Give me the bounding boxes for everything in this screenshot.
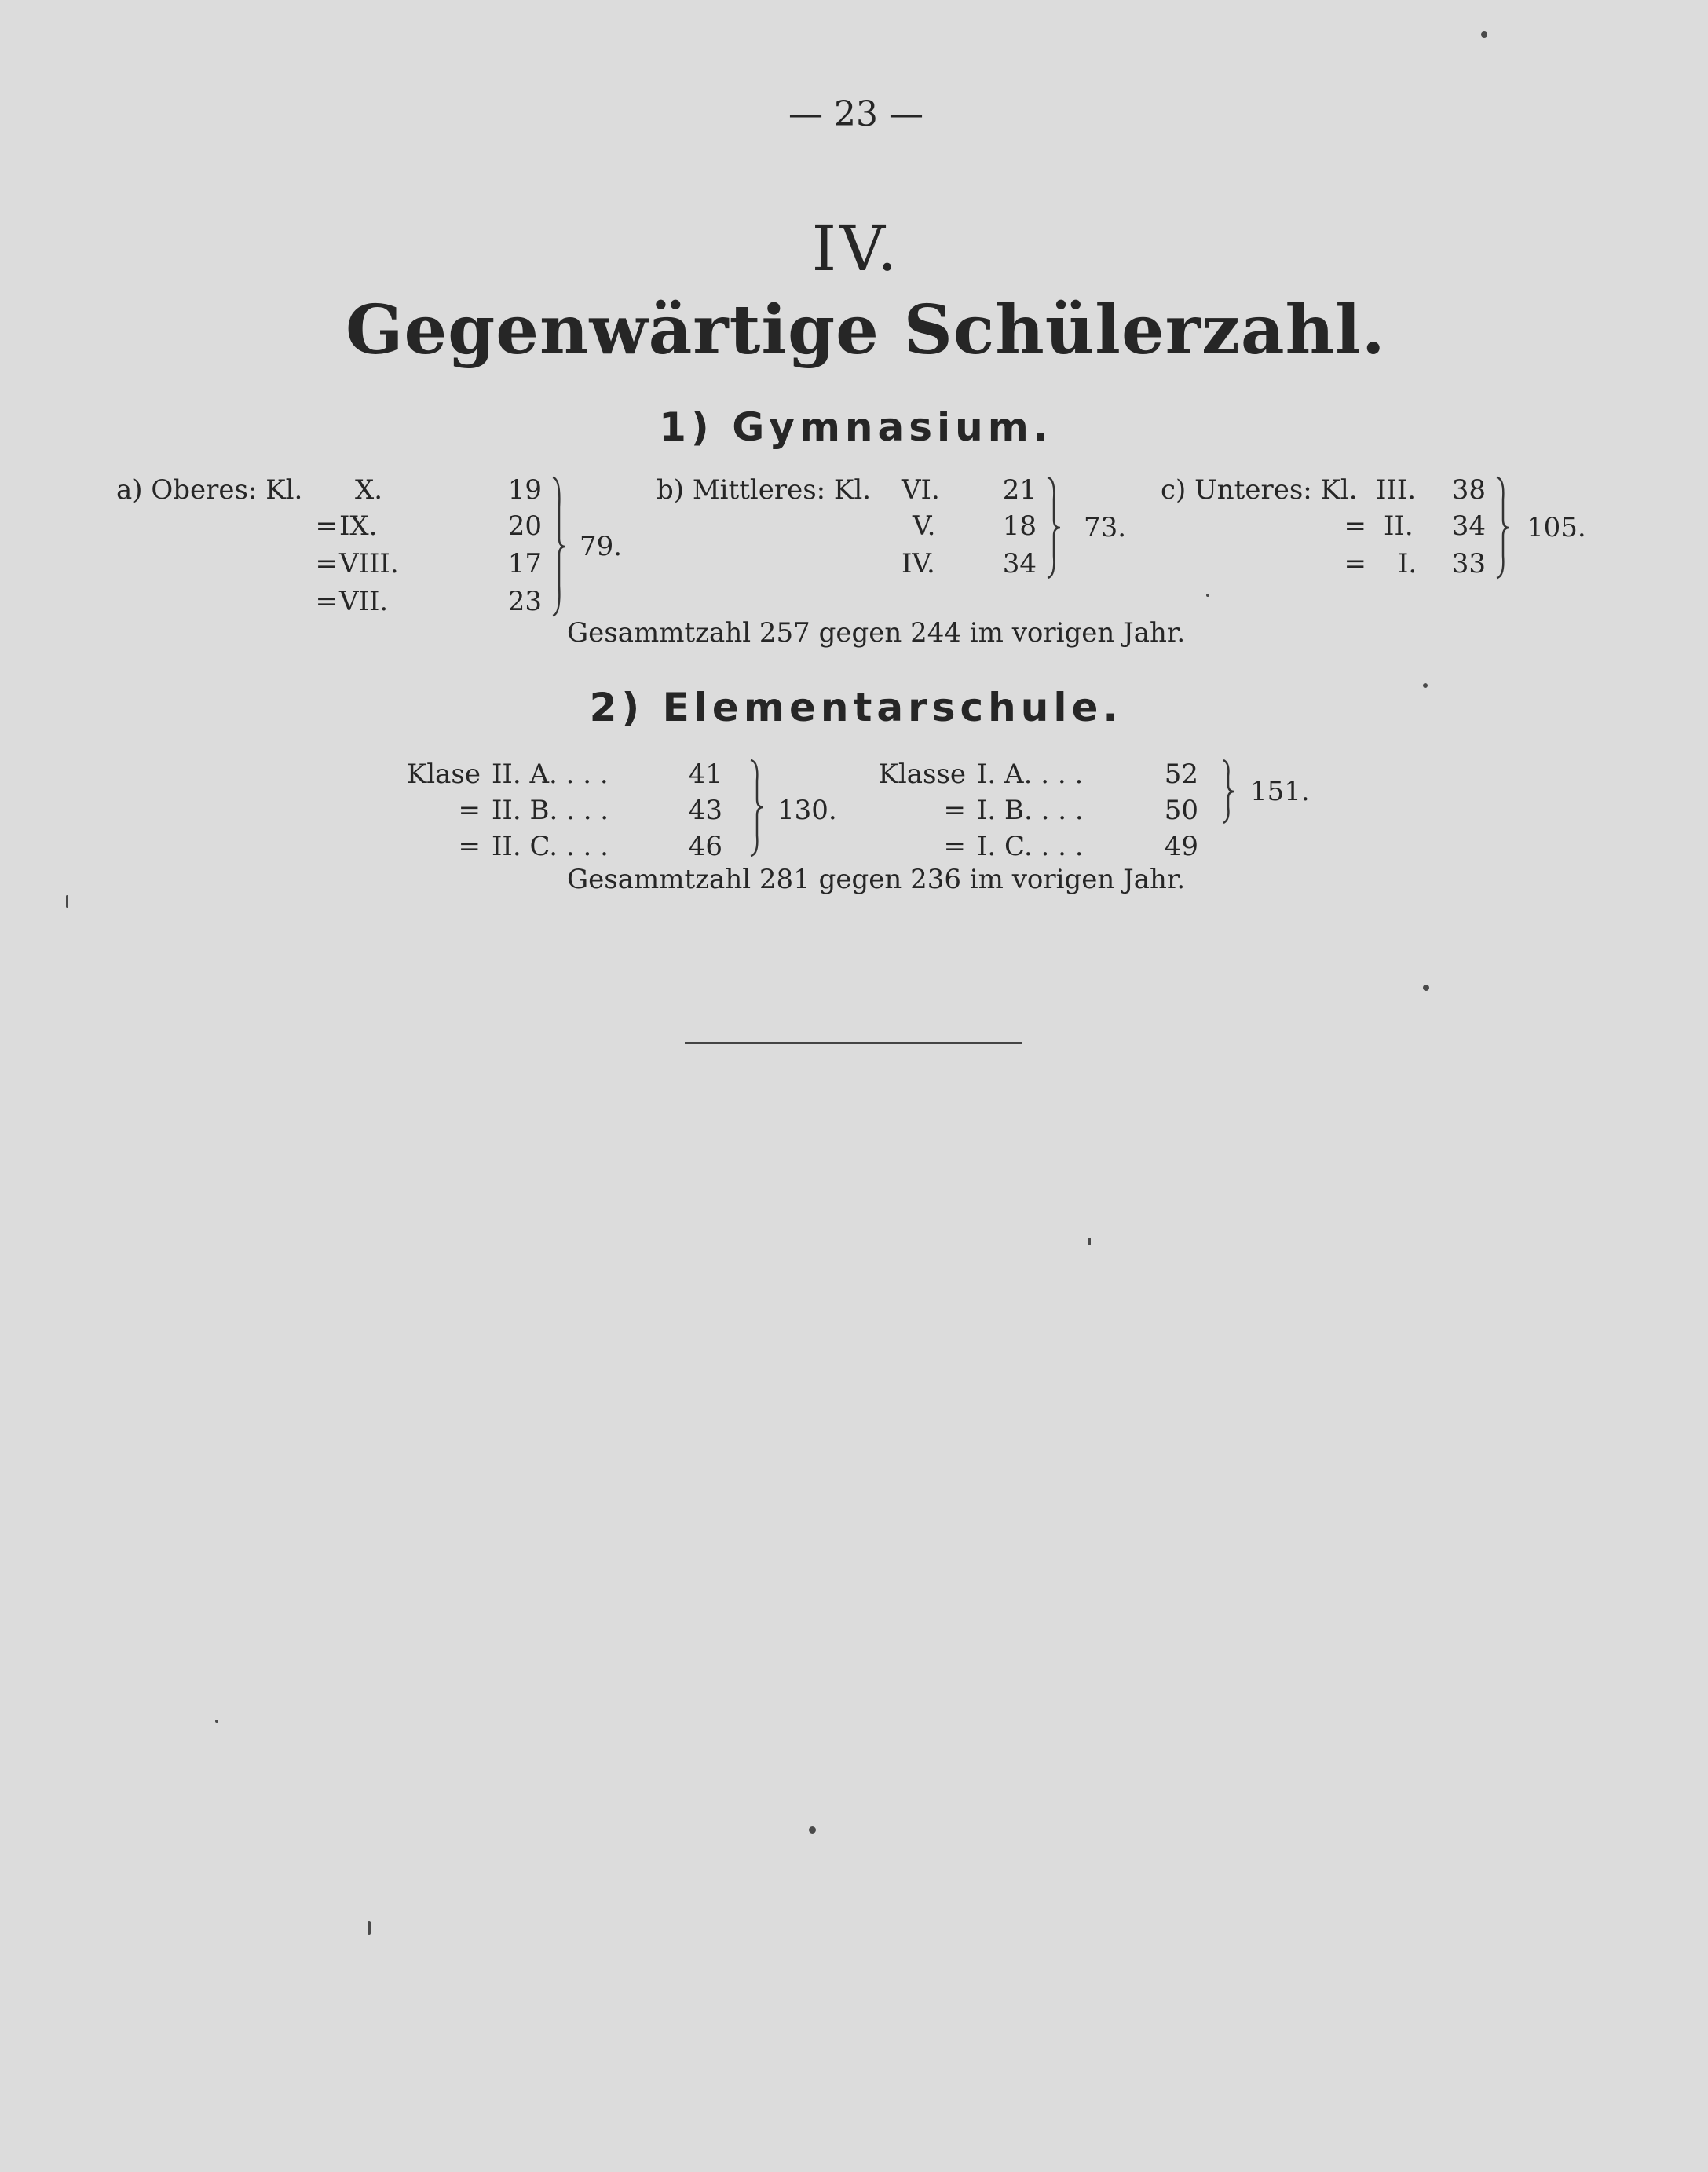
elementar-left-count: 43 [688, 795, 722, 826]
mittleres-row-count: 21 [1002, 474, 1037, 506]
unteres-label: c) Unteres: Kl. [1161, 474, 1358, 506]
section-numeral: IV. [811, 212, 901, 285]
unteres-row-count: 38 [1451, 474, 1486, 506]
elementar-left-total: 130. [777, 795, 837, 826]
page-title: Gegenwärtige Schülerzahl. [346, 291, 1386, 370]
oberes-row-count: 23 [507, 586, 542, 617]
elementarschule-heading: 2) Elementarschule. [589, 685, 1123, 730]
elementar-right-prefix: = [943, 795, 966, 826]
unteres-row-klasse: II. [1384, 510, 1414, 542]
unteres-row-klasse: III. [1376, 474, 1417, 506]
oberes-row-klasse: IX. [339, 510, 378, 542]
oberes-row-prefix: = [315, 510, 338, 542]
gymnasium-heading: 1) Gymnasium. [659, 404, 1053, 450]
oberes-row-klasse: VIII. [339, 548, 399, 580]
oberes-row-prefix: = [315, 586, 338, 617]
unteres-row-klasse: I. [1398, 548, 1417, 580]
elementar-right-brace [1219, 759, 1238, 825]
mittleres-row-count: 34 [1002, 548, 1037, 580]
elementar-left-brace [748, 759, 766, 857]
elementar-right-count: 52 [1164, 759, 1198, 790]
elementar-right-count: 49 [1164, 831, 1198, 862]
mittleres-row-klasse: VI. [902, 474, 940, 506]
elementar-left-prefix: Klase [406, 759, 481, 790]
oberes-label: a) Oberes: Kl. [116, 474, 303, 506]
elementar-right-klasse: I. B. . . . [977, 795, 1084, 826]
unteres-row-prefix: = [1344, 510, 1366, 542]
elementar-left-prefix: = [458, 795, 481, 826]
elementar-left-klasse: II. B. . . . [492, 795, 609, 826]
oberes-row-klasse: VII. [339, 586, 389, 617]
elementar-right-count: 50 [1164, 795, 1198, 826]
mittleres-row-klasse: IV. [902, 548, 935, 580]
elementar-right-klasse: I. A. . . . [977, 759, 1084, 790]
elementar-left-prefix: = [458, 831, 481, 862]
unteres-brace [1494, 476, 1512, 580]
unteres-row-count: 33 [1451, 548, 1486, 580]
elementar-left-count: 41 [688, 759, 722, 790]
unteres-row-count: 34 [1451, 510, 1486, 542]
mittleres-brace [1044, 476, 1063, 580]
elementarschule-summary: Gesammtzahl 281 gegen 236 im vorigen Jahr. [567, 864, 1186, 895]
oberes-row-count: 17 [507, 548, 542, 580]
elementar-right-prefix: = [943, 831, 966, 862]
oberes-total: 79. [580, 531, 623, 562]
elementar-right-total: 151. [1250, 776, 1310, 807]
gymnasium-summary: Gesammtzahl 257 gegen 244 im vorigen Jahr. [567, 617, 1186, 649]
oberes-row-count: 19 [507, 474, 542, 506]
oberes-row-prefix: = [315, 548, 338, 580]
elementar-left-klasse: II. A. . . . [492, 759, 609, 790]
oberes-row-count: 20 [507, 510, 542, 542]
mittleres-total: 73. [1084, 512, 1127, 543]
page-number: — 23 — [788, 94, 923, 134]
divider-rule [685, 1042, 1022, 1044]
mittleres-label: b) Mittleres: Kl. [657, 474, 872, 506]
unteres-total: 105. [1527, 512, 1586, 543]
elementar-left-klasse: II. C. . . . [492, 831, 609, 862]
elementar-left-count: 46 [688, 831, 722, 862]
unteres-row-prefix: = [1344, 548, 1366, 580]
elementar-right-prefix: Klasse [878, 759, 966, 790]
elementar-right-klasse: I. C. . . . [977, 831, 1084, 862]
oberes-brace [550, 476, 569, 617]
mittleres-row-count: 18 [1002, 510, 1037, 542]
oberes-row-klasse: X. [355, 474, 383, 506]
mittleres-row-klasse: V. [913, 510, 936, 542]
